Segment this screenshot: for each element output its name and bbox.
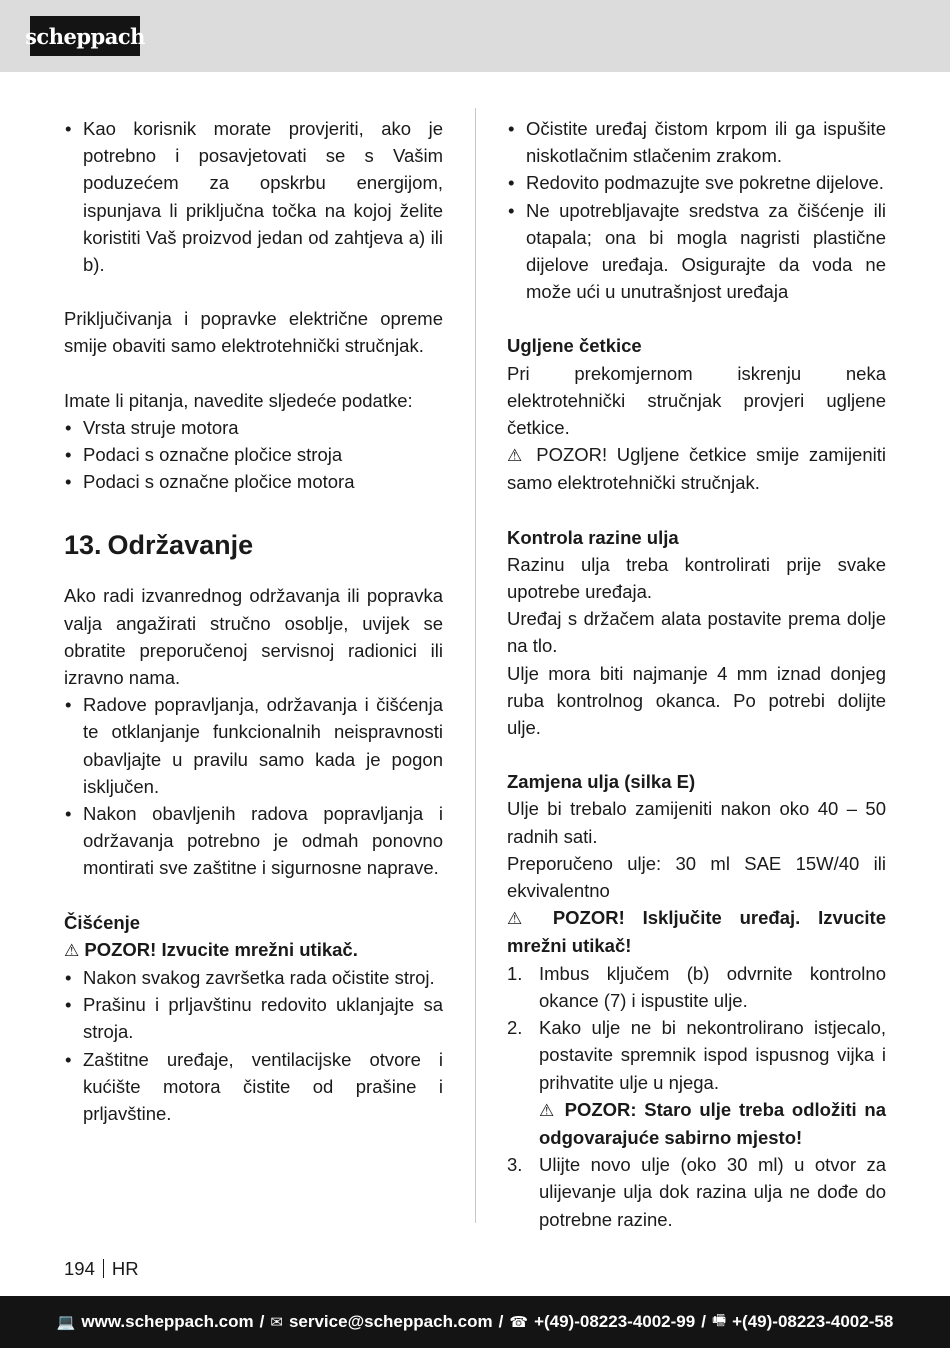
list-item: • Podaci s označne pločice motora bbox=[64, 468, 443, 495]
paragraph-questions: Imate li pitanja, navedite sljedeće podatke: bbox=[64, 389, 413, 411]
page-footer bbox=[0, 1296, 950, 1348]
list-item: • Prašinu i prljavštinu redovito uklanjajte sa stroja. bbox=[64, 991, 443, 1045]
cleaning-warning: ⚠ POZOR! Izvucite mrežni utikač. bbox=[64, 938, 358, 960]
footer-fax: +(49)-08223-4002-58 bbox=[732, 1312, 894, 1331]
list-item: • Nakon svakog završetka rada očistite stroj. bbox=[64, 964, 443, 991]
step-text: Kako ulje ne bi nekontrolirano istjecalo, postavite spremnik ispod ispusnog vijka i prihvatite ulje u njega. bbox=[539, 1017, 886, 1093]
list-item: • Podaci s označne pločice stroja bbox=[64, 441, 443, 468]
list-item: • Redovito podmazujte sve pokretne dijelove. bbox=[507, 169, 886, 196]
oil-change-line: Preporučeno ulje: 30 ml SAE 15W/40 ili ekvivalentno bbox=[507, 852, 886, 902]
oil-change-heading: Zamjena ulja (silka E) bbox=[507, 771, 696, 793]
section-title: Održavanje bbox=[107, 530, 254, 561]
list-item: • Zaštitne uređaje, ventilacijske otvore i kućište motora čistite od prašine i prljavštine. bbox=[64, 1046, 443, 1128]
list-item: • Radove popravljanja, održavanja i čišćenja te otklanjanje funkcionalnih neispravnosti obavljajte u pravilu samo kada je pogon isključen. bbox=[64, 691, 443, 800]
question-list bbox=[64, 414, 443, 496]
section-heading bbox=[64, 522, 443, 582]
footer-phone[interactable]: +(49)-08223-4002-99 bbox=[534, 1312, 696, 1331]
page-separator bbox=[103, 1259, 104, 1278]
oil-level-line: Razinu ulja treba kontrolirati prije svake upotrebe uređaja. bbox=[507, 553, 886, 603]
list-item: • Vrsta struje motora bbox=[64, 414, 443, 441]
maintenance-list bbox=[64, 691, 443, 881]
footer-website[interactable]: www.scheppach.com bbox=[81, 1312, 254, 1331]
step-number: 3. bbox=[507, 1154, 523, 1176]
oil-level-line: Ulje mora biti najmanje 4 mm iznad donjeg ruba kontrolnog okanca. Po potrebi dolijte ulje. bbox=[507, 662, 886, 739]
oil-change-line: Ulje bi trebalo zamijeniti nakon oko 40 – 50 radnih sati. bbox=[507, 798, 886, 847]
list-item: • Očistite uređaj čistom krpom ili ga ispušite niskotlačnim stlačenim zrakom. bbox=[507, 115, 886, 169]
step-text: Imbus ključem (b) odvrnite kontrolno okance (7) i ispustite ulje. bbox=[539, 962, 886, 1011]
list-item: • Ne upotrebljavajte sredstva za čišćenje ili otapala; ona bi mogla nagristi plastične dijelove uređaja. Osigurajte da voda ne može ući u unutrašnjost uređaja bbox=[507, 197, 886, 306]
paragraph-maintenance: Ako radi izvanrednog održavanja ili popravka valja angažirati stručno osoblje, uvijek se obratite preporučenoj servisnoj radionici ili izravno nama. bbox=[64, 585, 443, 689]
list-item: • Nakon obavljenih radova popravljanja i održavanja potrebno je odmah ponovno montirati sve zaštitne i sigurnosne naprave. bbox=[64, 800, 443, 882]
column-divider bbox=[475, 108, 476, 1223]
list-item: • Kao korisnik morate provjeriti, ako je potrebno i posavjetovati se s Vašim poduzećem za opskrbu energijom, ispunjava li priključna točka na kojoj želite koristiti Vaš proizvod jedan od zahtjeva a) ili b). bbox=[64, 115, 443, 278]
footer-email[interactable]: service@scheppach.com bbox=[288, 1312, 493, 1331]
footer-separator: / bbox=[259, 1312, 265, 1331]
cleaning-continued-list bbox=[507, 115, 886, 305]
footer-separator: / bbox=[701, 1312, 706, 1331]
warning-icon: ⚠ bbox=[507, 909, 535, 929]
paragraph-connections: Priključivanja i popravke električne opreme smije obaviti samo elektrotehnički stručnjak. bbox=[64, 308, 443, 357]
warning-icon: ⚠ bbox=[64, 940, 80, 960]
oil-change-warning: ⚠ POZOR! Isključite uređaj. Izvucite mrežni utikač! bbox=[507, 907, 886, 957]
page-header bbox=[0, 0, 950, 72]
brushes-heading: Ugljene četkice bbox=[507, 335, 642, 357]
step-number: 2. bbox=[507, 1017, 523, 1039]
oil-level-heading: Kontrola razine ulja bbox=[507, 526, 679, 548]
scheppach-logo: scheppach bbox=[30, 16, 140, 56]
warning-icon: ⚠ bbox=[539, 1100, 557, 1120]
step-warning: ⚠ POZOR: Staro ulje treba odložiti na odgovarajuće sabirno mjesto! bbox=[539, 1098, 887, 1148]
oil-level-line: Uređaj s držačem alata postavite prema dolje na tlo. bbox=[507, 608, 886, 657]
mail-icon: ✉ bbox=[270, 1314, 283, 1331]
footer-separator: / bbox=[498, 1312, 504, 1331]
page-number: 194 HR bbox=[64, 1258, 139, 1279]
warning-icon: ⚠ bbox=[507, 446, 527, 466]
step-number: 1. bbox=[507, 962, 523, 984]
step-text: Ulijte novo ulje (oko 30 ml) u otvor za ulijevanje ulja dok razina ulja ne dođe do potrebne razine. bbox=[539, 1154, 886, 1230]
section-number: 13. bbox=[64, 530, 102, 561]
oil-change-steps bbox=[507, 960, 886, 1233]
intro-list bbox=[64, 115, 443, 278]
fax-icon: 🖷 bbox=[711, 1311, 727, 1329]
brushes-text: Pri prekomjernom iskrenju neka elektrotehnički stručnjak provjeri ugljene četkice. bbox=[507, 362, 886, 439]
cleaning-heading: Čišćenje bbox=[64, 911, 141, 933]
cleaning-list bbox=[64, 964, 443, 1127]
step-item bbox=[507, 1014, 886, 1151]
step-item bbox=[507, 960, 886, 1014]
step-item bbox=[507, 1151, 886, 1233]
left-column bbox=[64, 115, 443, 1127]
phone-icon: ☎ bbox=[509, 1314, 529, 1331]
computer-icon: 💻 bbox=[56, 1314, 76, 1331]
brushes-warning: ⚠ POZOR! Ugljene četkice smije zamijeniti samo elektrotehnički stručnjak. bbox=[507, 444, 886, 494]
right-column bbox=[507, 115, 886, 1233]
